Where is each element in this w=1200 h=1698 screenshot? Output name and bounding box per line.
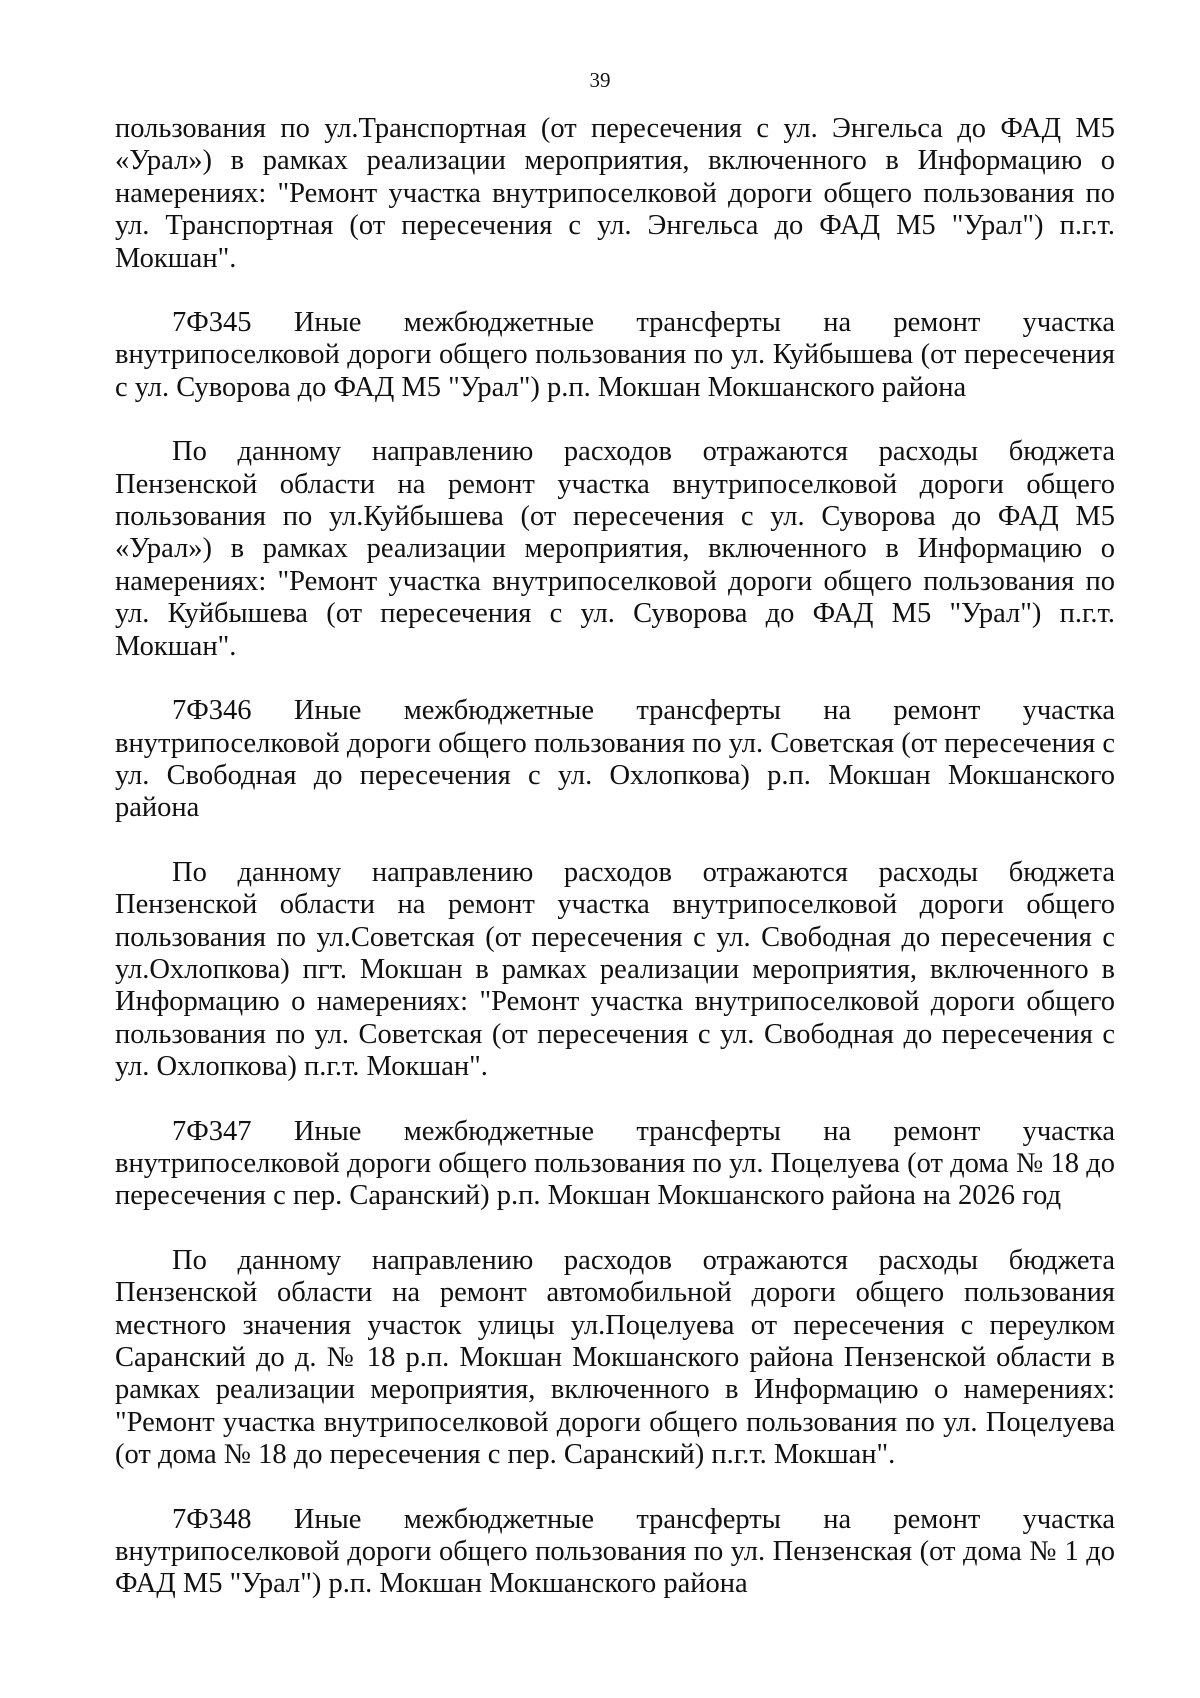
paragraph-description-7f345: По данному направлению расходов отражаются расходы бюджета Пензенской области на ремонт участка внутрипоселковой дороги общего пользования по ул.Куйбышева (от пересечения с ул. Суворова до ФАД М5 «Урал») в рамках реализации мероприятия, включенного в Информацию о намерениях: "Ремонт участка внутрипоселковой дороги общего пользования по ул. Куйбышева (от пересечения с ул. Суворова до ФАД М5 "Урал") п.г.т. Мокшан". (115, 436, 1115, 662)
page-number: 39 (589, 68, 611, 92)
paragraph-heading-7f347: 7Ф347 Иные межбюджетные трансферты на ремонт участка внутрипоселковой дороги общего пользования по ул. Поцелуева (от дома № 18 до пересечения с пер. Саранский) р.п. Мокшан Мокшанского района на 2026 год (115, 1115, 1115, 1212)
paragraph-heading-7f345: 7Ф345 Иные межбюджетные трансферты на ремонт участка внутрипоселковой дороги общего пользования по ул. Куйбышева (от пересечения с ул. Суворова до ФАД М5 "Урал") р.п. Мокшан Мокшанского района (115, 307, 1115, 403)
paragraph-heading-7f348: 7Ф348 Иные межбюджетные трансферты на ремонт участка внутрипоселковой дороги общего пользования по ул. Пензенская (от дома № 1 до ФАД М5 "Урал") р.п. Мокшан Мокшанского района (115, 1503, 1115, 1600)
paragraph-continuation: пользования по ул.Транспортная (от пересечения с ул. Энгельса до ФАД М5 «Урал») в рамках реализации мероприятия, включенного в Информацию о намерениях: "Ремонт участка внутрипоселковой дороги общего пользования по ул. Транспортная (от пересечения с ул. Энгельса до ФАД М5 "Урал") п.г.т. Мокшан". (115, 113, 1115, 274)
paragraph-description-7f346: По данному направлению расходов отражаются расходы бюджета Пензенской области на ремонт участка внутрипоселковой дороги общего пользования по ул.Советская (от пересечения с ул. Свободная до пересечения с ул.Охлопкова) пгт. Мокшан в рамках реализации мероприятия, включенного в Информацию о намерениях: "Ремонт участка внутрипоселковой дороги общего пользования по ул. Советская (от пересечения с ул. Свободная до пересечения с ул. Охлопкова) п.г.т. Мокшан". (115, 856, 1115, 1083)
document-body (115, 113, 1115, 1601)
paragraph-description-7f347: По данному направлению расходов отражаются расходы бюджета Пензенской области на ремонт автомобильной дороги общего пользования местного значения участок улицы ул.Поцелуева от пересечения с переулком Саранский до д. № 18 р.п. Мокшан Мокшанского района Пензенской области в рамках реализации мероприятия, включенного в Информацию о намерениях: "Ремонт участка внутрипоселковой дороги общего пользования по ул. Поцелуева (от дома № 18 до пересечения с пер. Саранский) п.г.т. Мокшан". (115, 1244, 1115, 1471)
paragraph-heading-7f346: 7Ф346 Иные межбюджетные трансферты на ремонт участка внутрипоселковой дороги общего пользования по ул. Советская (от пересечения с ул. Свободная до пересечения с ул. Охлопкова) р.п. Мокшан Мокшанского района (115, 695, 1115, 824)
